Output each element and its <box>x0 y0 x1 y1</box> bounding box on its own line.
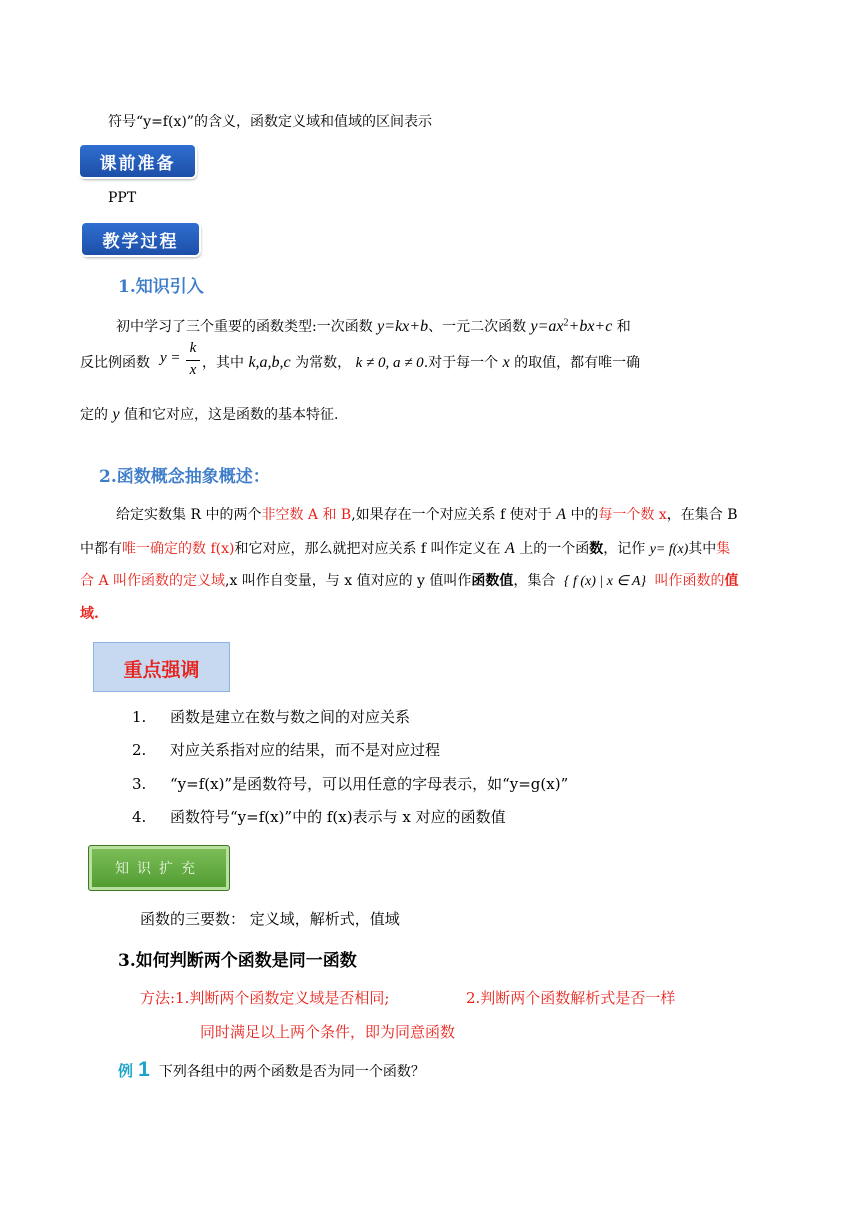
text-span: .对于每一个 <box>423 355 499 371</box>
section1-heading: 1.知识引入 <box>118 277 204 297</box>
example-label: 例 <box>118 1062 134 1080</box>
list-item-number: 3. <box>132 775 147 793</box>
emphasis-box <box>93 642 230 692</box>
section2-heading: 2.函数概念抽象概述： <box>99 467 270 487</box>
list-item-number: 1. <box>132 708 147 726</box>
condition: k ≠ 0, a ≠ 0 <box>355 355 424 371</box>
section2-line4 <box>80 603 99 623</box>
expand-title: 知识扩充 <box>115 861 203 877</box>
text-span: 给定实数集 R 中的两个 <box>116 507 262 523</box>
highlight-range: 叫作函数的 <box>654 573 725 589</box>
method-conclusion: 同时满足以上两个条件，即为同意函数 <box>200 1023 456 1041</box>
highlight-domain: 合 A 叫作函数的定义域 <box>80 573 226 589</box>
section3-heading: 3.如何判断两个函数是同一函数 <box>118 951 357 971</box>
section2-line3 <box>80 570 739 590</box>
section1-para-line2-b <box>202 352 640 372</box>
text-span: ，记作 <box>603 541 646 557</box>
text-span: 值和它对应，这是函数的基本特征. <box>124 407 339 423</box>
text-span: 的取值，都有唯一确 <box>514 355 641 371</box>
list-item-text: 函数符号“y=f(x)”中的 f(x)表示与 x 对应的函数值 <box>170 808 506 826</box>
text-span: 上的一个函 <box>519 541 590 557</box>
list-item <box>132 739 440 760</box>
method-2: 2.判断两个函数解析式是否一样 <box>466 989 676 1007</box>
linear-function: y=kx+b <box>377 318 429 335</box>
quadratic-function-rest: +bx+c <box>568 318 613 335</box>
section2-line2 <box>80 538 730 558</box>
example-1 <box>118 1058 425 1082</box>
process-badge-label: 教学过程 <box>102 231 179 252</box>
example-text: 下列各组中的两个函数是否为同一个函数？ <box>158 1064 425 1080</box>
highlight-range-bold: 域. <box>80 606 99 622</box>
text-span: ，在集合 B <box>666 507 738 523</box>
set-A: A <box>505 540 515 557</box>
section1-para-line2-a: 反比例函数 <box>80 355 150 371</box>
list-item-text: “y=f(x)”是函数符号，可以用任意的字母表示，如“y=g(x)” <box>170 775 569 793</box>
method-1: 方法:1.判断两个函数定义域是否相同; <box>140 989 390 1007</box>
text-span: 定的 <box>80 407 108 423</box>
highlight-range-bold: 值 <box>724 573 739 589</box>
text-span: 中的 <box>570 507 599 523</box>
fraction-bar <box>186 360 200 361</box>
section1-para-line3 <box>80 404 338 424</box>
list-item <box>132 706 410 727</box>
text-span: 和它对应，那么就把对应关系 f 叫作定义在 <box>234 541 501 557</box>
text-span: 为常数， <box>295 355 352 371</box>
section2-line1 <box>116 504 738 524</box>
list-item-text: 对应关系指对应的结果，而不是对应过程 <box>170 741 441 759</box>
text-span: 其中 <box>688 541 717 557</box>
highlight-text: 集 <box>716 541 731 557</box>
text-span: 、一元二次函数 <box>428 319 527 335</box>
constants: k,a,b,c <box>248 354 291 371</box>
set-A: A <box>556 506 566 523</box>
text-span: ,如果存在一个对应关系 f 使对于 <box>351 507 552 523</box>
prep-badge-label: 课前准备 <box>99 153 176 174</box>
process-badge <box>82 223 199 255</box>
list-item <box>132 806 506 827</box>
var-x: x <box>502 354 510 371</box>
fraction-numerator: k <box>189 340 197 356</box>
example-number: 1 <box>138 1058 150 1081</box>
highlight-every-x: 每一个数 x <box>598 507 667 523</box>
expand-box <box>88 845 230 891</box>
function-notation: y= f(x) <box>649 542 689 557</box>
list-item-text: 函数是建立在数与数之间的对应关系 <box>170 708 411 726</box>
text-span: ，其中 <box>202 355 244 371</box>
text-span: 初中学习了三个重要的函数类型:一次函数 <box>116 319 373 335</box>
list-item <box>132 773 568 794</box>
emphasis-title: 重点强调 <box>123 659 200 681</box>
bold-function-value: 函数值 <box>471 573 514 589</box>
section1-para-line1 <box>116 316 631 336</box>
quadratic-function: y=ax <box>530 318 564 335</box>
intro-line: 符号“y=f(x)”的含义，函数定义域和值域的区间表示 <box>108 114 432 130</box>
list-item-number: 4. <box>132 808 147 826</box>
highlight-unique-fx: 唯一确定的数 f(x) <box>122 541 235 557</box>
prep-content: PPT <box>108 190 137 206</box>
fraction-denominator: x <box>189 362 197 378</box>
text-span: 和 <box>616 319 631 335</box>
text-span: 中都有 <box>80 541 122 557</box>
var-y: y <box>112 406 120 423</box>
range-set-notation: { f (x) | x ∈ A} <box>563 574 647 589</box>
bold-term: 数 <box>589 541 604 557</box>
highlight-nonempty-sets: 非空数 A 和 B <box>261 507 352 523</box>
text-span: ,x 叫作自变量，与 x 值对应的 y 值叫作 <box>225 573 472 589</box>
list-item-number: 2. <box>132 741 147 759</box>
three-elements: 函数的三要数： 定义域，解析式，值域 <box>140 910 400 928</box>
fraction-lhs: y = <box>160 350 181 366</box>
text-span: ，集合 <box>513 573 556 589</box>
exponent: 2 <box>563 317 569 329</box>
prep-badge <box>80 145 195 177</box>
